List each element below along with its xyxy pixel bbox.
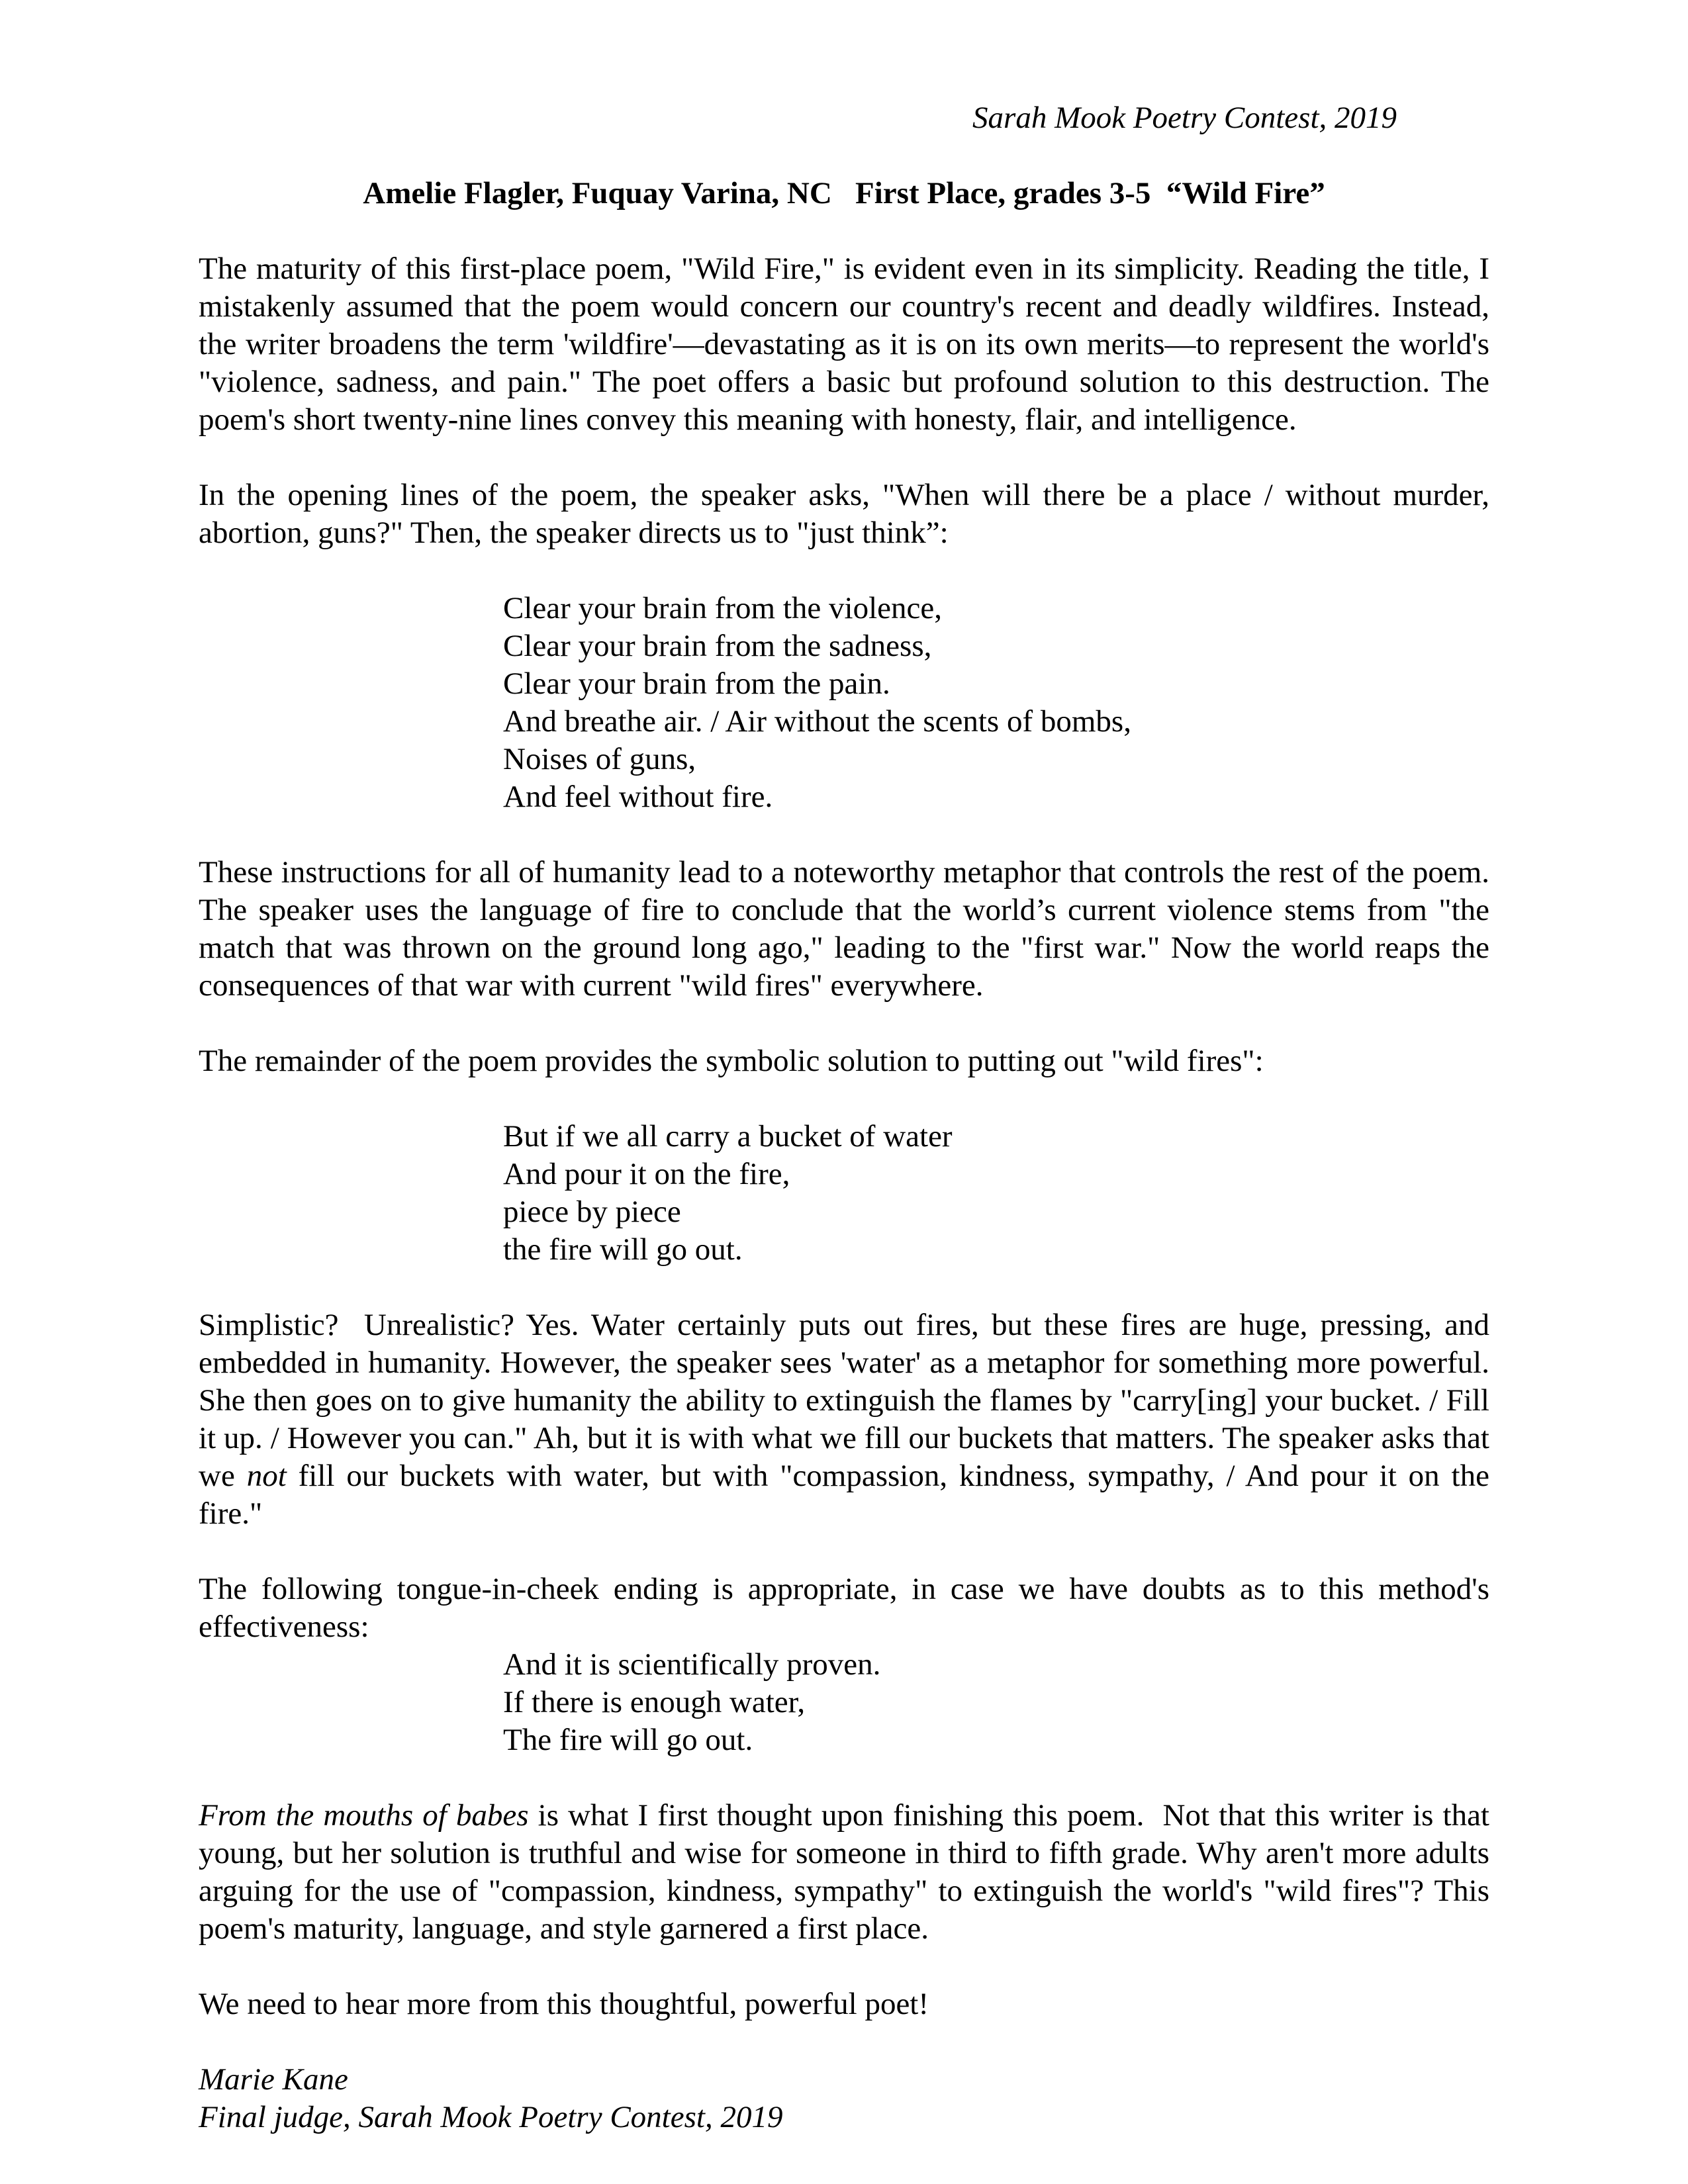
text-run: is what I first thought upon finishing this poem. Not that this writer is that young, but her solution is truthful and wise for someone in third to fifth grade. Why aren't more adults arguing for the use of "compassion, kindness, sympathy" to extinguish the world's "wild fires"? This poem's maturity, language, and style garnered a first place. bbox=[199, 1798, 1497, 1946]
running-header: Sarah Mook Poetry Contest, 2019 bbox=[972, 101, 1397, 135]
document-body bbox=[199, 250, 1497, 2023]
signature-role: Final judge, Sarah Mook Poetry Contest, 2019 bbox=[199, 2100, 783, 2134]
poem-line: The fire will go out. bbox=[503, 1723, 753, 1757]
text-run: From the mouths of babes bbox=[199, 1798, 529, 1833]
paragraph bbox=[199, 1985, 1489, 2023]
paragraph bbox=[199, 477, 1497, 552]
paragraph bbox=[199, 1797, 1497, 1948]
poem-line: the fire will go out. bbox=[503, 1232, 743, 1267]
poem-line: And it is scientifically proven. bbox=[503, 1647, 881, 1682]
document-title: Amelie Flagler, Fuquay Varina, NC First Place, grades 3-5 “Wild Fire” bbox=[363, 176, 1325, 210]
poem-line: piece by piece bbox=[503, 1195, 681, 1229]
poem-line: But if we all carry a bucket of water bbox=[503, 1119, 953, 1154]
poem-quote bbox=[503, 1118, 1489, 1269]
poem-line: And pour it on the fire, bbox=[503, 1157, 790, 1191]
poem-line: Noises of guns, bbox=[503, 742, 696, 776]
paragraph bbox=[199, 1306, 1497, 1533]
paragraph bbox=[199, 854, 1497, 1005]
text-run: The following tongue-in-cheek ending is appropriate, in case we have doubts as to this method's effectiveness: bbox=[199, 1572, 1497, 1644]
text-run: The maturity of this first-place poem, "Wild Fire," is evident even in its simplicity. Reading the title, I mistakenly assumed that the poem would concern our country's recent and deadly wildfires. Instead, the writer broadens the term 'wildfire'—devastating as it is on its own merits—to represent the world's "violence, sadness, and pain." The poet offers a basic but profound solution to this destruction. The poem's short twenty-nine lines convey this meaning with honesty, flair, and intelligence. bbox=[199, 251, 1497, 437]
poem-line: Clear your brain from the violence, bbox=[503, 591, 942, 625]
poem-line: And feel without fire. bbox=[503, 780, 773, 814]
poem-line: Clear your brain from the sadness, bbox=[503, 629, 932, 663]
paragraph bbox=[199, 1570, 1497, 1646]
text-run: The remainder of the poem provides the symbolic solution to putting out "wild fires": bbox=[199, 1044, 1264, 1078]
poem-line: If there is enough water, bbox=[503, 1685, 806, 1719]
text-run: These instructions for all of humanity lead to a noteworthy metaphor that controls the rest of the poem. The speaker uses the language of fire to conclude that the world’s current violence stems from "the match that was thrown on the ground long ago," leading to the "first war." Now the world reaps the consequences of that war with current "wild fires" everywhere. bbox=[199, 855, 1497, 1003]
text-run: Simplistic? Unrealistic? Yes. Water certainly puts out fires, but these fires are huge, pressing, and embedded in humanity. However, the speaker sees 'water' as a metaphor for something more powerful. She then goes on to give humanity the ability to extinguish the flames by "carry[ing] your bucket. / Fill it up. / However you can." Ah, but it is with what we fill our buckets that matters. The speaker asks that we bbox=[199, 1308, 1497, 1493]
signature-block bbox=[199, 2061, 1489, 2136]
poem-line: And breathe air. / Air without the scents of bombs, bbox=[503, 704, 1131, 739]
signature-name: Marie Kane bbox=[199, 2062, 348, 2097]
poem-line: Clear your brain from the pain. bbox=[503, 666, 890, 701]
paragraph bbox=[199, 250, 1497, 439]
text-run: We need to hear more from this thoughtful, powerful poet! bbox=[199, 1987, 929, 2021]
text-run: fill our buckets with water, but with "compassion, kindness, sympathy, / And pour it on the fire." bbox=[199, 1459, 1497, 1531]
poem-quote bbox=[503, 590, 1489, 816]
paragraph bbox=[199, 1042, 1489, 1080]
poem-quote bbox=[503, 1646, 1489, 1759]
text-run: In the opening lines of the poem, the speaker asks, "When will there be a place / without murder, abortion, guns?" Then, the speaker directs us to "just think”: bbox=[199, 478, 1497, 550]
text-run: not bbox=[246, 1459, 287, 1493]
